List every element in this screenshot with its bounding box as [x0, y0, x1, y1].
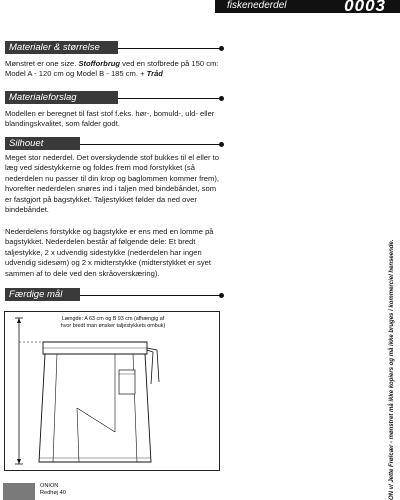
skirt-illustration — [5, 312, 219, 470]
section-title: Silhouet — [5, 137, 80, 150]
brand-name: ONION — [40, 483, 59, 489]
section-header-materials — [5, 41, 225, 54]
pattern-name: fiskenederdel — [227, 0, 287, 11]
divider-line — [118, 98, 221, 99]
brand-logo-box — [3, 483, 35, 500]
copyright-notice: ON v/ Jette Frølcær - mønstret må ikke kopiers og må ikke bruges i kommerciel henseende. — [389, 239, 395, 500]
bullet-dot — [219, 293, 224, 298]
figure-caption: Længde: A 63 cm og B 93 cm (afhængig af hvor bredt man ønsker taljestykkets ombuk) — [60, 316, 166, 329]
pattern-code: 0003 — [344, 0, 386, 15]
silhouette-text-1: Meget stor nederdel. Det overskydende stof bukkes til el eller to læg ved sidestykkerne og foldes frem mod forstykket (så nederdelen nu passer til din krop og baglommen kommer frem), hvorefter nederdelen snøres ind i taljen med bindebåndet, som er fastgjort på bagstykket. Taljestykket følder da ned over bindebåndet. — [5, 153, 220, 215]
brand-block — [40, 483, 66, 497]
section-title: Materialer & størrelse — [5, 41, 118, 54]
material-suggestion-text: Modellen er beregnet til fast stof f.eks. hør-, bomuld-, uld- eller blandingskvalitet, som falder godt. — [5, 109, 215, 129]
bullet-dot — [219, 46, 224, 51]
divider-line — [80, 295, 221, 296]
skirt-figure — [4, 311, 220, 471]
bullet-dot — [219, 142, 224, 147]
section-title: Materialeforslag — [5, 91, 118, 104]
brand-address: Redhøj 40 — [40, 490, 66, 496]
materials-text: Mønstret er one size. Stofforbrug ved en stofbrede på 150 cm: Model A - 120 cm og Model B - 185 cm. + Tråd — [5, 59, 219, 79]
divider-line — [118, 48, 221, 49]
section-header-silhouette — [5, 137, 225, 150]
bullet-dot — [219, 96, 224, 101]
section-title: Færdige mål — [5, 288, 80, 301]
silhouette-text-2: Nederdelens forstykke og bagstykke er ens med en lomme på bagstykket. Nederdelen består af følgende dele: Et bredt taljestykke, 2 x udvendig sidestykke (nederdelen har ingen udvendig sidesøm) og 2 x midterstykke (midterstykket er syet sammen af to dele ved den skråoverskæring). — [5, 227, 214, 278]
section-header-material-suggestion — [5, 91, 225, 104]
section-header-finished-measurements — [5, 288, 225, 301]
header-bar — [215, 0, 400, 13]
divider-line — [80, 144, 221, 145]
